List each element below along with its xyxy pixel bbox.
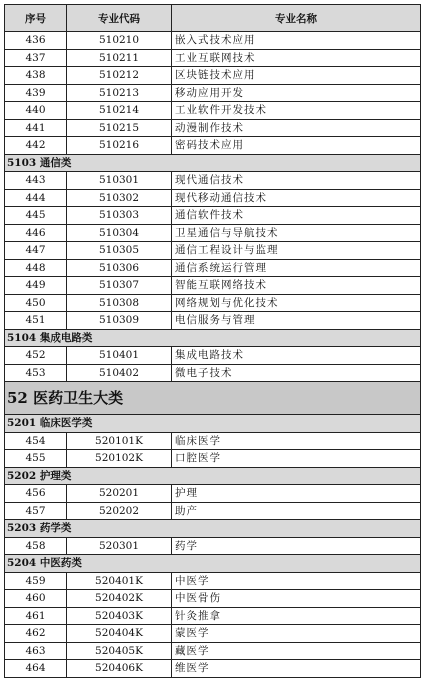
table-row — [5, 67, 421, 85]
code-cell: 510214 — [67, 102, 172, 120]
seq-cell: 459 — [5, 572, 67, 590]
table-row — [5, 32, 421, 50]
code-cell: 520202 — [67, 502, 172, 520]
name-cell: 卫星通信与导航技术 — [172, 224, 421, 242]
table-row — [5, 49, 421, 67]
subcategory-label: 5103 通信类 — [5, 154, 421, 172]
table-row — [5, 432, 421, 450]
name-cell: 移动应用开发 — [172, 84, 421, 102]
table-row — [5, 364, 421, 382]
seq-cell: 439 — [5, 84, 67, 102]
header-seq: 序号 — [5, 5, 67, 32]
seq-cell: 457 — [5, 502, 67, 520]
code-cell: 520201 — [67, 485, 172, 503]
name-cell: 助产 — [172, 502, 421, 520]
seq-cell: 438 — [5, 67, 67, 85]
table-row — [5, 485, 421, 503]
seq-cell: 450 — [5, 294, 67, 312]
name-cell: 区块链技术应用 — [172, 67, 421, 85]
header-name: 专业名称 — [172, 5, 421, 32]
table-row — [5, 294, 421, 312]
subcategory-label: 5203 药学类 — [5, 520, 421, 538]
seq-cell: 460 — [5, 590, 67, 608]
table-row — [5, 450, 421, 468]
table-row — [5, 660, 421, 678]
seq-cell: 436 — [5, 32, 67, 50]
name-cell: 动漫制作技术 — [172, 119, 421, 137]
code-cell: 510211 — [67, 49, 172, 67]
code-cell: 510213 — [67, 84, 172, 102]
table-row — [5, 242, 421, 260]
seq-cell: 446 — [5, 224, 67, 242]
table-row — [5, 642, 421, 660]
code-cell: 520301 — [67, 537, 172, 555]
seq-cell: 449 — [5, 277, 67, 295]
name-cell: 维医学 — [172, 660, 421, 678]
code-cell: 510304 — [67, 224, 172, 242]
name-cell: 藏医学 — [172, 642, 421, 660]
name-cell: 药学 — [172, 537, 421, 555]
table-row — [5, 312, 421, 330]
name-cell: 中医学 — [172, 572, 421, 590]
seq-cell: 442 — [5, 137, 67, 155]
seq-cell: 463 — [5, 642, 67, 660]
subcategory-row — [5, 467, 421, 485]
code-cell: 510210 — [67, 32, 172, 50]
table-row — [5, 607, 421, 625]
code-cell: 510212 — [67, 67, 172, 85]
table-row — [5, 224, 421, 242]
subcategory-label: 5201 临床医学类 — [5, 415, 421, 433]
name-cell: 嵌入式技术应用 — [172, 32, 421, 50]
seq-cell: 458 — [5, 537, 67, 555]
table-row — [5, 102, 421, 120]
table-row — [5, 207, 421, 225]
code-cell: 510309 — [67, 312, 172, 330]
table-row — [5, 189, 421, 207]
name-cell: 工业软件开发技术 — [172, 102, 421, 120]
seq-cell: 448 — [5, 259, 67, 277]
code-cell: 510402 — [67, 364, 172, 382]
header-code: 专业代码 — [67, 5, 172, 32]
seq-cell: 445 — [5, 207, 67, 225]
subcategory-label: 5204 中医药类 — [5, 555, 421, 573]
subcategory-row — [5, 329, 421, 347]
table-row — [5, 572, 421, 590]
table-row — [5, 625, 421, 643]
name-cell: 针灸推拿 — [172, 607, 421, 625]
table-row — [5, 277, 421, 295]
subcategory-label: 5202 护理类 — [5, 467, 421, 485]
seq-cell: 437 — [5, 49, 67, 67]
code-cell: 510301 — [67, 172, 172, 190]
name-cell: 口腔医学 — [172, 450, 421, 468]
name-cell: 护理 — [172, 485, 421, 503]
seq-cell: 454 — [5, 432, 67, 450]
code-cell: 520404K — [67, 625, 172, 643]
name-cell: 微电子技术 — [172, 364, 421, 382]
major-category-label: 52 医药卫生大类 — [5, 382, 421, 415]
seq-cell: 455 — [5, 450, 67, 468]
name-cell: 网络规划与优化技术 — [172, 294, 421, 312]
table-row — [5, 84, 421, 102]
subcategory-label: 5104 集成电路类 — [5, 329, 421, 347]
name-cell: 中医骨伤 — [172, 590, 421, 608]
name-cell: 通信工程设计与监理 — [172, 242, 421, 260]
table-row — [5, 590, 421, 608]
seq-cell: 462 — [5, 625, 67, 643]
table-row — [5, 502, 421, 520]
major-category-row — [5, 382, 421, 415]
code-cell: 520402K — [67, 590, 172, 608]
code-cell: 520403K — [67, 607, 172, 625]
seq-cell: 441 — [5, 119, 67, 137]
subcategory-row — [5, 154, 421, 172]
code-cell: 520101K — [67, 432, 172, 450]
seq-cell: 464 — [5, 660, 67, 678]
subcategory-row — [5, 520, 421, 538]
major-catalog-table — [4, 4, 421, 678]
seq-cell: 453 — [5, 364, 67, 382]
name-cell: 电信服务与管理 — [172, 312, 421, 330]
table-body — [5, 32, 421, 678]
table-row — [5, 347, 421, 365]
name-cell: 通信系统运行管理 — [172, 259, 421, 277]
code-cell: 520406K — [67, 660, 172, 678]
seq-cell: 451 — [5, 312, 67, 330]
name-cell: 智能互联网络技术 — [172, 277, 421, 295]
name-cell: 集成电路技术 — [172, 347, 421, 365]
code-cell: 510308 — [67, 294, 172, 312]
code-cell: 510306 — [67, 259, 172, 277]
name-cell: 通信软件技术 — [172, 207, 421, 225]
code-cell: 510216 — [67, 137, 172, 155]
code-cell: 510307 — [67, 277, 172, 295]
subcategory-row — [5, 555, 421, 573]
table-row — [5, 259, 421, 277]
name-cell: 现代移动通信技术 — [172, 189, 421, 207]
code-cell: 520405K — [67, 642, 172, 660]
code-cell: 510215 — [67, 119, 172, 137]
subcategory-row — [5, 415, 421, 433]
code-cell: 520401K — [67, 572, 172, 590]
name-cell: 蒙医学 — [172, 625, 421, 643]
code-cell: 520102K — [67, 450, 172, 468]
seq-cell: 461 — [5, 607, 67, 625]
table-header — [5, 5, 421, 32]
table-row — [5, 119, 421, 137]
name-cell: 工业互联网技术 — [172, 49, 421, 67]
table-row — [5, 137, 421, 155]
seq-cell: 443 — [5, 172, 67, 190]
seq-cell: 456 — [5, 485, 67, 503]
seq-cell: 440 — [5, 102, 67, 120]
name-cell: 临床医学 — [172, 432, 421, 450]
seq-cell: 444 — [5, 189, 67, 207]
seq-cell: 447 — [5, 242, 67, 260]
code-cell: 510401 — [67, 347, 172, 365]
table-row — [5, 172, 421, 190]
name-cell: 密码技术应用 — [172, 137, 421, 155]
table-row — [5, 537, 421, 555]
seq-cell: 452 — [5, 347, 67, 365]
code-cell: 510305 — [67, 242, 172, 260]
name-cell: 现代通信技术 — [172, 172, 421, 190]
code-cell: 510302 — [67, 189, 172, 207]
code-cell: 510303 — [67, 207, 172, 225]
